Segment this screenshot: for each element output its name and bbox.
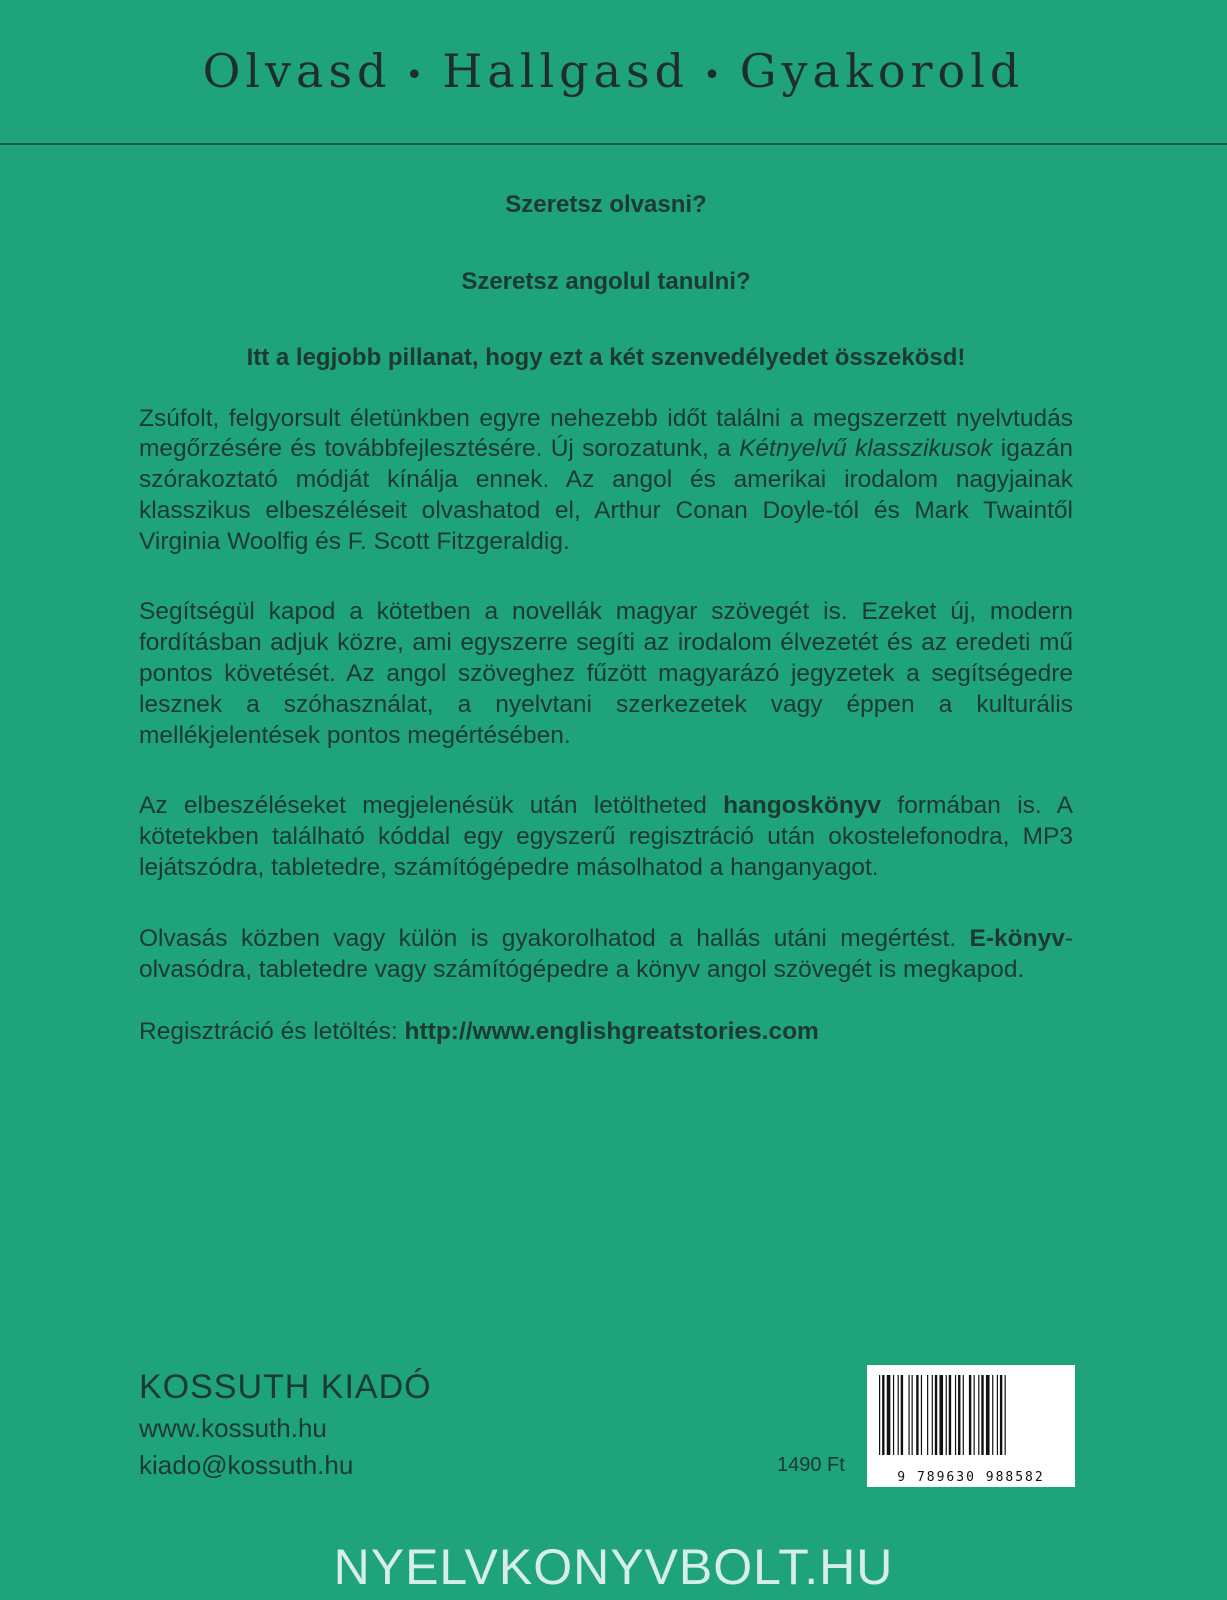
question-learn-english: Szeretsz angolul tanulni? bbox=[461, 267, 751, 295]
ebook-term: E-könyv bbox=[969, 924, 1065, 952]
series-tagline bbox=[0, 44, 1227, 98]
paragraph-translation: Segítségül kapod a kötetben a novellák magyar szövegét is. Ezeket új, modern fordításban adjuk közre, ami egyszerre segíti az irodalom élvezetét és az eredeti mű pontos követését. Az angol szöveghez fűzött magyarázó jegyzetek a segítségedre lesznek a szóhasználat, a nyelvtani szerkezetek vagy éppen a kulturális mellékjelentések pontos megértésében. bbox=[139, 598, 1073, 749]
tagline-separator: • bbox=[405, 57, 429, 93]
back-cover-text bbox=[139, 190, 1073, 1048]
paragraph-text: Olvasás közben vagy külön is gyakorolhatod a hallás utáni megértést. bbox=[139, 924, 970, 952]
audiobook-term: hangoskönyv bbox=[723, 792, 882, 820]
tagline-word-listen: Hallgasd bbox=[442, 44, 690, 98]
isbn-digits: 9 789630 988582 bbox=[897, 1470, 1045, 1485]
series-name: Kétnyelvű klasszikusok bbox=[739, 435, 993, 463]
publisher-name: KOSSUTH KIADÓ bbox=[139, 1368, 432, 1406]
paragraph-text: -olvasódra, tabletedre vagy számítógépedre a könyv angol szövegét is megkapod. bbox=[139, 924, 1073, 983]
price-label: 1490 Ft bbox=[777, 1454, 845, 1476]
cover-header bbox=[0, 0, 1227, 145]
tagline-separator: • bbox=[703, 57, 726, 93]
paragraph-text: igazán szórakoztató módját kínálja ennek. Az angol és amerikai irodalom nagyjainak klasszikus elbeszéléseit olvashatod el, Arthur Conan Doyle-tól és Mark Twaintől Virginia Woolfig és F. Scott Fitzgeraldig. bbox=[139, 435, 1073, 555]
paragraph-text: Zsúfolt, felgyorsult életünkben egyre nehezebb időt találni a megszerzett nyelvtudás megőrzésére és továbbfejlesztésére. Új sorozatunk, a bbox=[139, 404, 1073, 463]
registration-line bbox=[139, 1017, 1073, 1048]
paragraph-series-intro bbox=[139, 404, 1073, 558]
store-watermark: NYELVKONYVBOLT.HU bbox=[333, 1539, 894, 1595]
paragraph-text: Az elbeszéléseket megjelenésük után letöltheted bbox=[139, 792, 724, 820]
tagline-word-read: Olvasd bbox=[202, 44, 392, 98]
paragraph-audiobook bbox=[139, 791, 1073, 883]
paragraph-ebook bbox=[139, 924, 1073, 986]
registration-url[interactable]: http://www.englishgreatstories.com bbox=[404, 1018, 819, 1046]
headline-combine: Itt a legjobb pillanat, hogy ezt a két szenvedélyedet összekösd! bbox=[246, 344, 966, 371]
question-read: Szeretsz olvasni? bbox=[505, 191, 707, 218]
isbn-barcode bbox=[867, 1365, 1075, 1487]
paragraph-text: formában is. A kötetekben található kóddal egy egyszerű regisztráció után okostelefonodra, MP3 lejátszódra, tabletedre, számítógépedre másolhatod a hanganyagot. bbox=[139, 792, 1073, 882]
barcode-bars bbox=[877, 1375, 1065, 1455]
publisher-block bbox=[139, 1368, 432, 1487]
tagline-word-practice: Gyakorold bbox=[739, 44, 1025, 98]
registration-label: Regisztráció és letöltés: bbox=[139, 1018, 405, 1046]
publisher-email[interactable]: kiado@kossuth.hu bbox=[139, 1450, 354, 1480]
publisher-website[interactable]: www.kossuth.hu bbox=[139, 1413, 327, 1443]
